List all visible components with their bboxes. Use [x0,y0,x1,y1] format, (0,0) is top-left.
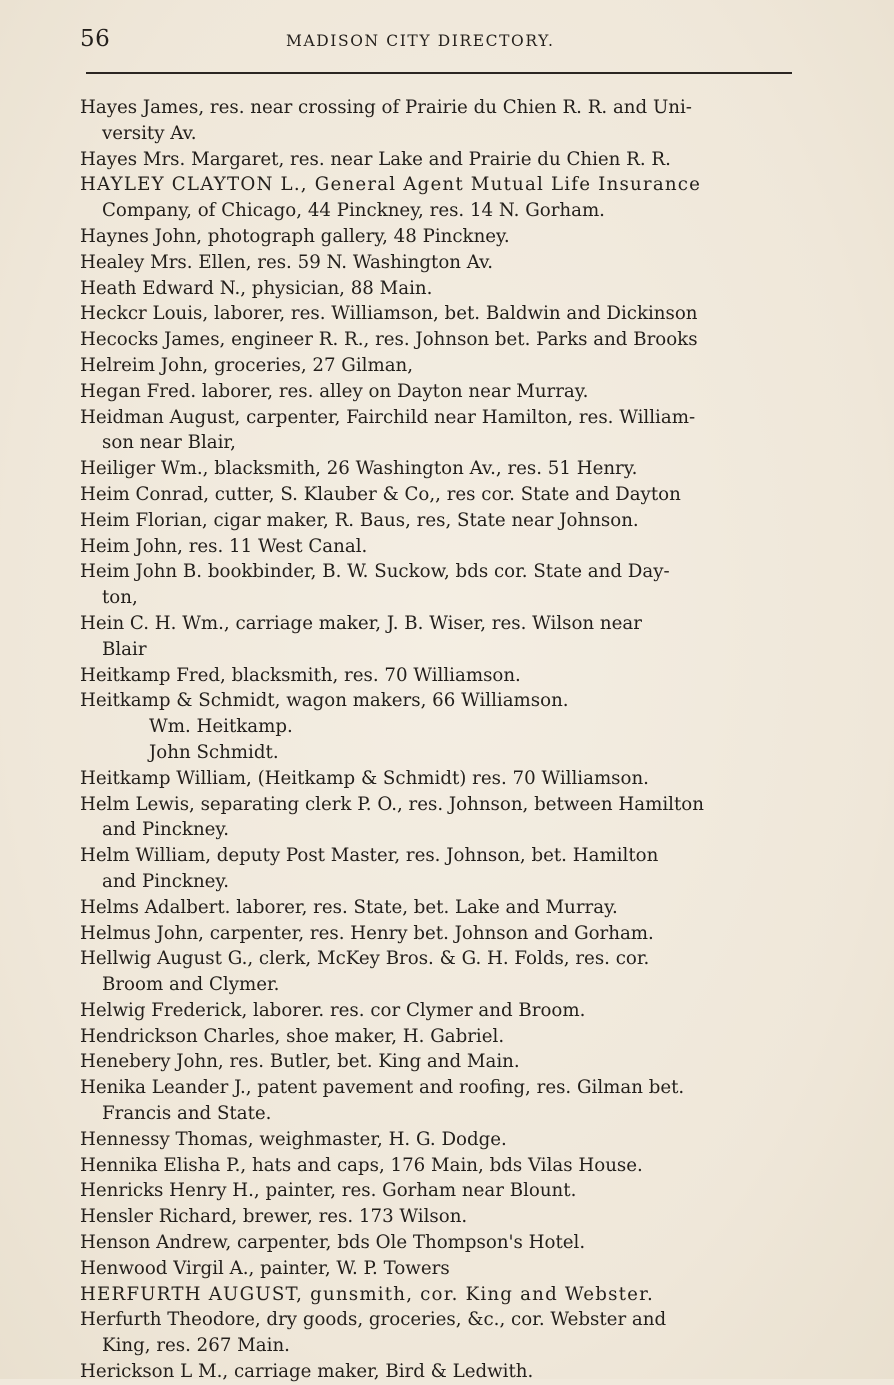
page-header [80,26,792,58]
directory-entry-line: Heim John, res. 11 West Canal. [80,535,368,557]
directory-continuation-line: Francis and State. [102,1103,272,1125]
directory-entry-line: Heim Florian, cigar maker, R. Baus, res, State near Johnson. [80,509,639,531]
directory-continuation-line: Wm. Heitkamp. [149,716,293,738]
directory-entry-line: Heim John B. bookbinder, B. W. Suckow, bds cor. State and Day- [80,561,670,583]
directory-entry-line: HAYLEY CLAYTON L., General Agent Mutual Life Insurance [80,174,702,196]
directory-entry-line: Hegan Fred. laborer, res. alley on Dayton near Murray. [80,380,589,402]
directory-entry-line: Heckcr Louis, laborer, res. Williamson, bet. Baldwin and Dickinson [80,303,698,325]
directory-entry-line: Heitkamp William, (Heitkamp & Schmidt) res. 70 Williamson. [80,767,649,789]
page-number: 56 [80,26,111,52]
directory-continuation-line: John Schmidt. [149,741,279,763]
directory-entry-line: Healey Mrs. Ellen, res. 59 N. Washington Av. [80,251,494,273]
directory-entry-line: Hennika Elisha P., hats and caps, 176 Main, bds Vilas House. [80,1154,643,1176]
directory-entry-line: Helm William, deputy Post Master, res. Johnson, bet. Hamilton [80,845,659,867]
directory-continuation-line: and Pinckney. [102,819,230,841]
directory-entry-line: Henebery John, res. Butler, bet. King and Main. [80,1051,520,1073]
directory-entry-line: Herickson L M., carriage maker, Bird & Ledwith. [80,1361,534,1383]
directory-entry-line: Hayes James, res. near crossing of Prairie du Chien R. R. and Uni- [80,97,692,118]
directory-entry-line: Helmus John, carpenter, res. Henry bet. Johnson and Gorham. [80,922,654,944]
directory-entry-line: Helm Lewis, separating clerk P. O., res. Johnson, between Hamilton [80,793,704,815]
directory-entry-line: Hellwig August G., clerk, McKey Bros. & G. H. Folds, res. cor. [80,948,650,970]
directory-entry-line: Haynes John, photograph gallery, 48 Pinckney. [80,225,510,247]
directory-entry-line: Hennessy Thomas, weighmaster, H. G. Dodge. [80,1128,507,1150]
directory-continuation-line: Company, of Chicago, 44 Pinckney, res. 14 N. Gorham. [102,200,605,222]
directory-continuation-line: son near Blair, [102,432,236,454]
running-head: MADISON CITY DIRECTORY. [286,32,555,50]
directory-entries [70,95,795,1385]
directory-continuation-line: ton, [102,587,138,609]
directory-entry-line: Hendrickson Charles, shoe maker, H. Gabriel. [80,1025,505,1047]
directory-entry-line: Henson Andrew, carpenter, bds Ole Thompson's Hotel. [80,1232,586,1254]
directory-entry-line: Herfurth Theodore, dry goods, groceries, &c., cor. Webster and [80,1309,667,1331]
directory-continuation-line: versity Av. [102,122,197,144]
directory-entry-line: Heath Edward N., physician, 88 Main. [80,277,433,299]
directory-entry-line: Heitkamp & Schmidt, wagon makers, 66 Williamson. [80,690,569,712]
directory-entry-line: Heiliger Wm., blacksmith, 26 Washington Av., res. 51 Henry. [80,458,638,480]
directory-continuation-line: Broom and Clymer. [102,974,280,996]
directory-entry-line: Hein C. H. Wm., carriage maker, J. B. Wiser, res. Wilson near [80,612,642,634]
directory-entry-line: Henika Leander J., patent pavement and roofing, res. Gilman bet. [80,1077,685,1099]
directory-entry-line: Helwig Frederick, laborer. res. cor Clymer and Broom. [80,999,586,1021]
directory-entry-line: Hensler Richard, brewer, res. 173 Wilson. [80,1206,468,1228]
directory-entry-line: Heitkamp Fred, blacksmith, res. 70 Williamson. [80,664,521,686]
directory-entry-line: Helms Adalbert. laborer, res. State, bet. Lake and Murray. [80,896,618,918]
header-rule [86,72,792,74]
directory-entry-line: Henwood Virgil A., painter, W. P. Towers [80,1257,450,1279]
directory-entry-line: Helreim John, groceries, 27 Gilman, [80,354,414,376]
directory-entry-line: Heim Conrad, cutter, S. Klauber & Co,, res cor. State and Dayton [80,483,681,505]
directory-entry-line: Hayes Mrs. Margaret, res. near Lake and Prairie du Chien R. R. [80,148,671,170]
directory-continuation-line: King, res. 267 Main. [102,1335,290,1357]
directory-continuation-line: and Pinckney. [102,870,230,892]
directory-entry-line: Heidman August, carpenter, Fairchild near Hamilton, res. William- [80,406,696,428]
directory-continuation-line: Blair [102,638,147,660]
directory-entry-line: Hecocks James, engineer R. R., res. Johnson bet. Parks and Brooks [80,329,698,351]
directory-entry-line: HERFURTH AUGUST, gunsmith, cor. King and Webster. [80,1283,654,1305]
directory-entry-line: Henricks Henry H., painter, res. Gorham near Blount. [80,1180,577,1202]
